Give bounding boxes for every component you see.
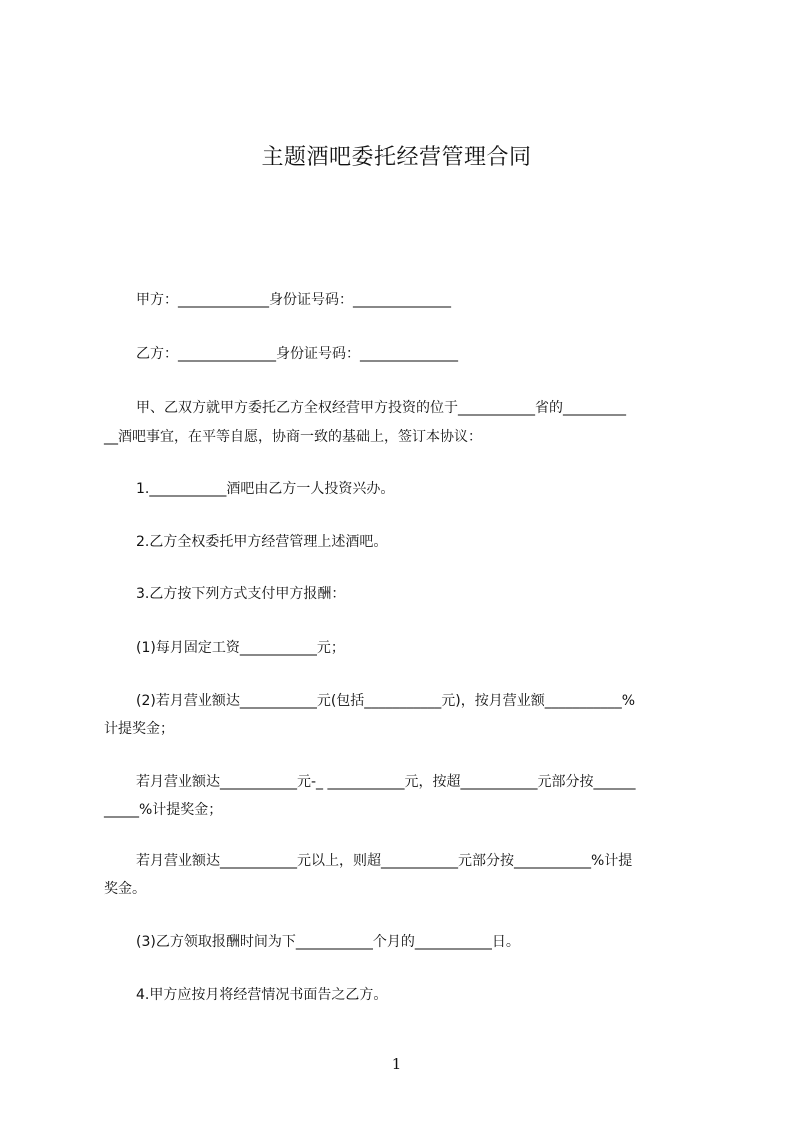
clause-3-2-line-1: (2)若月营业额达___________元(包括___________元)，按月营业额___________% [136, 693, 636, 709]
clause-3-1: (1)每月固定工资___________元； [136, 640, 345, 656]
tier-2-line-2: _____%计提奖金； [104, 802, 223, 818]
tier-3-line-2: 奖金。 [104, 881, 146, 897]
clause-3-3: (3)乙方领取报酬时间为下___________个月的___________日。 [136, 934, 520, 950]
party-a-line: 甲方：_____________身份证号码：______________ [136, 292, 451, 308]
document-title: 主题酒吧委托经营管理合同 [261, 145, 532, 170]
tier-2-line-1: 若月营业额达___________元-_ ___________元，按超___________元部分按______ [136, 774, 636, 790]
page-number: 1 [391, 1055, 402, 1073]
intro-line-2: __酒吧事宜，在平等自愿，协商一致的基础上，签订本协议： [104, 429, 482, 445]
clause-1: 1.___________酒吧由乙方一人投资兴办。 [136, 481, 395, 497]
tier-3-line-1: 若月营业额达___________元以上，则超___________元部分按___________%计提 [136, 853, 633, 869]
party-b-line: 乙方：______________身份证号码：______________ [136, 346, 458, 362]
clause-4: 4.甲方应按月将经营情况书面告之乙方。 [136, 987, 388, 1003]
clause-2: 2.乙方全权委托甲方经营管理上述酒吧。 [136, 534, 388, 550]
clause-3-2-line-2: 计提奖金； [104, 721, 174, 737]
clause-3: 3.乙方按下列方式支付甲方报酬： [136, 586, 346, 602]
intro-line-1: 甲、乙双方就甲方委托乙方全权经营甲方投资的位于___________省的_________ [136, 400, 626, 416]
